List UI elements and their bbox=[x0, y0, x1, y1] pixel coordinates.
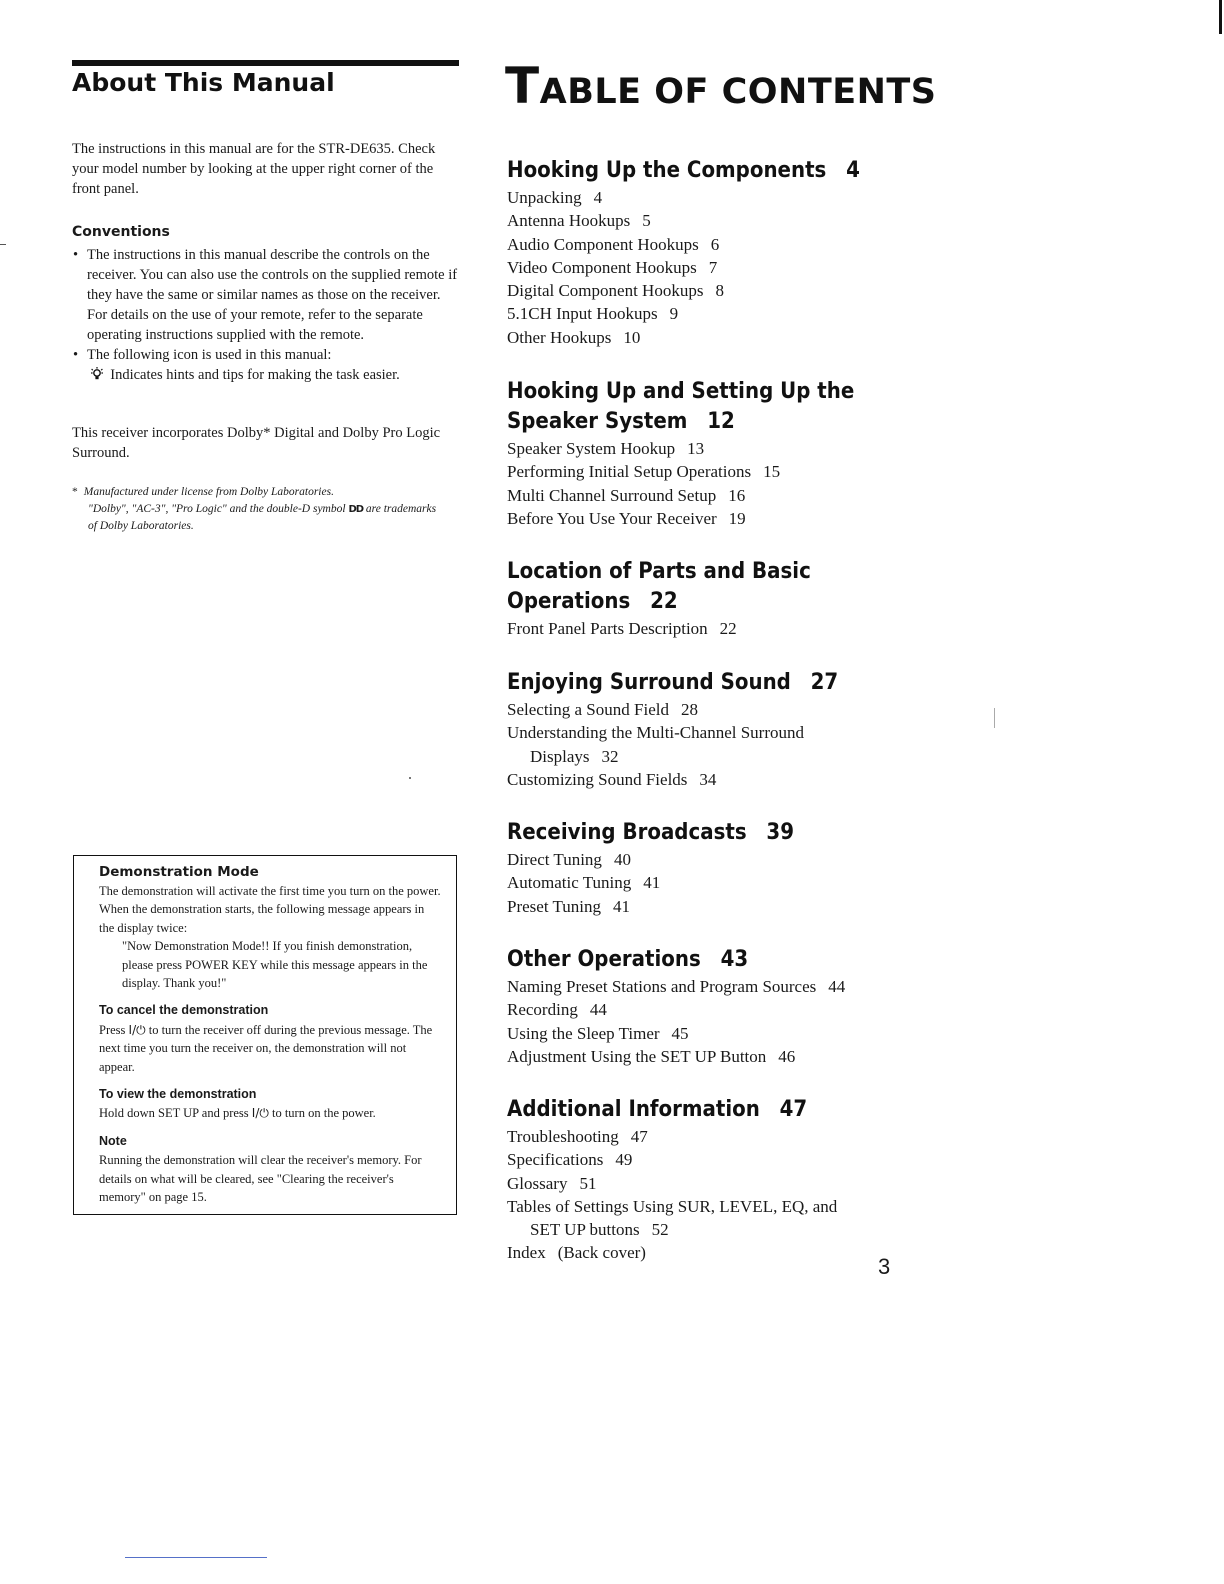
item-label: Recording bbox=[507, 1000, 578, 1020]
toc-item[interactable] bbox=[507, 437, 977, 460]
conventions-heading: Conventions bbox=[72, 224, 170, 240]
tip-text: Indicates hints and tips for making the task easier. bbox=[110, 367, 400, 383]
conventions-text: The following icon is used in this manual: bbox=[87, 347, 332, 363]
item-label: Selecting a Sound Field bbox=[507, 700, 669, 719]
tip-line bbox=[87, 365, 458, 385]
conventions-item bbox=[72, 345, 458, 385]
toc-item[interactable] bbox=[507, 617, 977, 640]
toc-section-title[interactable] bbox=[507, 377, 930, 437]
toc-item[interactable] bbox=[507, 279, 977, 302]
item-label: Index bbox=[507, 1243, 546, 1263]
toc-item[interactable] bbox=[507, 1172, 977, 1195]
dolby-statement: This receiver incorporates Dolby* Digital and Dolby Pro Logic Surround. bbox=[72, 425, 441, 461]
item-page: 7 bbox=[708, 257, 718, 277]
lightbulb-icon bbox=[91, 367, 106, 382]
item-label: Direct Tuning bbox=[507, 850, 602, 869]
toc-item-list bbox=[507, 975, 977, 1068]
conventions-list bbox=[72, 245, 458, 385]
item-label: Using the Sleep Timer bbox=[507, 1023, 660, 1043]
toc-section bbox=[507, 156, 977, 349]
item-label: Digital Component Hookups bbox=[507, 281, 704, 301]
toc-item[interactable] bbox=[507, 256, 977, 279]
toc-item[interactable] bbox=[507, 1148, 977, 1171]
demo-cancel-body bbox=[99, 1021, 442, 1076]
about-intro: The instructions in this manual are for the STR-DE635. Check your model number by looking at the upper right corner of the front panel. bbox=[72, 141, 436, 197]
scan-edge-mark bbox=[1219, 0, 1222, 34]
item-page: 34 bbox=[699, 769, 717, 789]
item-page: 40 bbox=[613, 850, 631, 869]
power-icon: I/⏻ bbox=[128, 1022, 146, 1037]
demonstration-box bbox=[73, 855, 457, 1215]
item-page: 52 bbox=[651, 1220, 669, 1240]
item-label-cont: Displays bbox=[530, 746, 590, 766]
toc-item-list bbox=[507, 698, 977, 791]
section-title-text: Receiving Broadcasts bbox=[507, 820, 747, 845]
dolby-dd-logo: DD bbox=[348, 504, 364, 515]
footnote-star: * bbox=[72, 486, 78, 498]
section-page: 22 bbox=[650, 589, 678, 614]
demo-title: Demonstration Mode bbox=[99, 864, 259, 880]
footnote-line-2 bbox=[72, 501, 444, 535]
toc-section bbox=[507, 1095, 977, 1265]
item-label: Tables of Settings Using SUR, LEVEL, EQ, and bbox=[507, 1196, 838, 1216]
item-page: 51 bbox=[579, 1173, 597, 1193]
demo-view-heading: To view the demonstration bbox=[99, 1087, 257, 1102]
section-rule bbox=[72, 60, 459, 66]
section-page: 47 bbox=[779, 1097, 808, 1122]
toc-item[interactable] bbox=[507, 895, 977, 918]
about-title: About This Manual bbox=[72, 68, 335, 97]
footer-rule bbox=[125, 1557, 267, 1558]
toc-item[interactable] bbox=[507, 1022, 977, 1045]
toc-item-list bbox=[507, 848, 977, 918]
demo-text: to turn the receiver off during the previous message. The next time you turn the receiver on, the demonstration will not appear. bbox=[99, 1022, 433, 1074]
toc-item[interactable] bbox=[507, 975, 977, 998]
demo-text: Press bbox=[99, 1022, 126, 1037]
toc-section bbox=[507, 818, 977, 918]
demo-text: to turn on the power. bbox=[271, 1106, 376, 1121]
section-title-text: Operations bbox=[507, 589, 631, 614]
item-label: Glossary bbox=[507, 1173, 568, 1193]
item-label: Other Hookups bbox=[507, 327, 612, 347]
trademark-footnote bbox=[72, 484, 444, 535]
toc-section-title[interactable] bbox=[507, 818, 930, 848]
scan-speck bbox=[994, 708, 995, 728]
demo-view-body bbox=[99, 1104, 442, 1122]
toc-item[interactable] bbox=[507, 484, 977, 507]
item-label: Multi Channel Surround Setup bbox=[507, 485, 717, 505]
section-page: 43 bbox=[720, 947, 749, 972]
section-title-text: Speaker System bbox=[507, 409, 688, 434]
margin-tick bbox=[0, 244, 6, 245]
item-page: 19 bbox=[728, 508, 746, 528]
section-page: 27 bbox=[810, 670, 839, 695]
section-page: 4 bbox=[846, 158, 860, 183]
footnote-line: Manufactured under license from Dolby Laboratories. bbox=[83, 486, 334, 498]
toc-item[interactable] bbox=[507, 302, 977, 325]
item-label: Troubleshooting bbox=[507, 1127, 619, 1146]
toc-item[interactable] bbox=[507, 1241, 977, 1264]
demo-quote: "Now Demonstration Mode!! If you finish demonstration, please press POWER KEY while this message appears in the display. Thank you!" bbox=[122, 939, 428, 991]
item-page: 6 bbox=[710, 234, 720, 254]
demo-cancel-heading: To cancel the demonstration bbox=[99, 1003, 269, 1018]
item-page: 45 bbox=[671, 1023, 689, 1043]
item-label: Performing Initial Setup Operations bbox=[507, 462, 752, 482]
demo-note-body: Running the demonstration will clear the receiver's memory. For details on what will be cleared, see "Clearing the receiver's memory" on page 15. bbox=[99, 1153, 422, 1205]
item-page: 4 bbox=[593, 188, 603, 207]
toc-item[interactable] bbox=[507, 1195, 977, 1242]
section-title-text: Hooking Up the Components bbox=[507, 158, 827, 183]
toc-section bbox=[507, 557, 977, 640]
toc-title-rest: ABLE OF CONTENTS bbox=[539, 72, 937, 112]
toc-item[interactable] bbox=[507, 186, 977, 209]
toc-item[interactable] bbox=[507, 1045, 977, 1068]
item-page: 44 bbox=[589, 1000, 607, 1020]
conventions-item bbox=[72, 245, 458, 345]
toc-item[interactable] bbox=[507, 848, 977, 871]
toc-item[interactable] bbox=[507, 998, 977, 1021]
toc-item[interactable] bbox=[507, 698, 977, 721]
toc-title-initial: T bbox=[505, 57, 540, 115]
toc-item[interactable] bbox=[507, 460, 977, 483]
item-page: 13 bbox=[687, 439, 705, 458]
toc-item-list bbox=[507, 186, 977, 349]
toc-section-title[interactable] bbox=[507, 156, 930, 186]
item-label-cont: SET UP buttons bbox=[530, 1220, 640, 1240]
power-icon: I/⏻ bbox=[251, 1106, 269, 1121]
item-label: 5.1CH Input Hookups bbox=[507, 304, 658, 324]
item-page: 9 bbox=[669, 304, 679, 324]
item-page: 47 bbox=[630, 1127, 648, 1146]
section-page: 12 bbox=[707, 409, 735, 434]
item-page: 41 bbox=[613, 896, 630, 916]
toc-section-title[interactable] bbox=[507, 668, 930, 698]
toc-item[interactable] bbox=[507, 507, 977, 530]
toc-item[interactable] bbox=[507, 721, 977, 768]
item-label: Adjustment Using the SET UP Button bbox=[507, 1046, 767, 1066]
demo-text: Hold down SET UP and press bbox=[99, 1106, 249, 1121]
scan-speck bbox=[409, 777, 411, 779]
toc-section-title[interactable] bbox=[507, 945, 930, 975]
toc-item[interactable] bbox=[507, 768, 977, 791]
demo-note-heading: Note bbox=[99, 1133, 127, 1148]
toc-item-list bbox=[507, 437, 977, 530]
item-page: 22 bbox=[719, 619, 737, 638]
toc-section bbox=[507, 377, 977, 530]
item-page: 15 bbox=[763, 462, 781, 482]
item-label: Front Panel Parts Description bbox=[507, 619, 708, 638]
item-label: Specifications bbox=[507, 1150, 604, 1170]
item-continuation bbox=[507, 1218, 977, 1241]
item-label: Understanding the Multi-Channel Surround bbox=[507, 723, 804, 743]
item-label: Video Component Hookups bbox=[507, 257, 697, 277]
item-page: 10 bbox=[623, 327, 641, 347]
page-number: 3 bbox=[878, 1254, 891, 1279]
item-page: 46 bbox=[778, 1046, 796, 1066]
footnote-text: "Dolby", "AC-3", "Pro Logic" and the double-D symbol bbox=[88, 503, 346, 515]
toc-section bbox=[507, 668, 977, 791]
toc-item[interactable] bbox=[507, 871, 977, 894]
item-label: Before You Use Your Receiver bbox=[507, 508, 717, 528]
section-title-text: Other Operations bbox=[507, 947, 701, 972]
item-page: 16 bbox=[728, 485, 746, 505]
toc-section-title[interactable] bbox=[507, 1095, 930, 1125]
conventions-text: The instructions in this manual describe the controls on the receiver. You can also use the controls on the supplied remote if they have the same or similar names as those on the receiver. For details on the use of your remote, refer to the separate operating instructions supplied with the remote. bbox=[87, 247, 458, 343]
toc-item[interactable] bbox=[507, 1125, 977, 1148]
toc-section-title[interactable] bbox=[507, 557, 930, 617]
toc-item[interactable] bbox=[507, 209, 977, 232]
footnote-text: are trademarks of Dolby Laboratories. bbox=[88, 503, 437, 532]
item-label: Customizing Sound Fields bbox=[507, 769, 688, 789]
toc-item-list bbox=[507, 1125, 977, 1265]
demo-body: The demonstration will activate the first time you turn on the power. When the demonstration starts, the following message appears in the display twice: bbox=[99, 884, 441, 935]
item-page: 8 bbox=[715, 281, 724, 301]
item-page: 28 bbox=[680, 700, 698, 719]
item-label: Preset Tuning bbox=[507, 896, 601, 916]
item-page: 5 bbox=[642, 211, 651, 231]
section-title-text: Enjoying Surround Sound bbox=[507, 670, 791, 695]
toc-item[interactable] bbox=[507, 326, 977, 349]
item-page: (Back cover) bbox=[557, 1243, 646, 1263]
toc-title bbox=[505, 58, 937, 120]
item-label: Automatic Tuning bbox=[507, 873, 632, 893]
item-label: Unpacking bbox=[507, 188, 582, 207]
item-page: 41 bbox=[643, 873, 661, 893]
item-continuation bbox=[507, 745, 977, 768]
section-title-text: Additional Information bbox=[507, 1097, 760, 1122]
toc-section bbox=[507, 945, 977, 1068]
item-page: 49 bbox=[615, 1150, 633, 1170]
section-title-text: Location of Parts and Basic bbox=[507, 559, 811, 584]
item-label: Audio Component Hookups bbox=[507, 234, 699, 254]
item-label: Naming Preset Stations and Program Sources bbox=[507, 977, 817, 996]
section-page: 39 bbox=[766, 820, 794, 845]
toc-item[interactable] bbox=[507, 233, 977, 256]
item-label: Speaker System Hookup bbox=[507, 439, 676, 458]
section-title-text: Hooking Up and Setting Up the bbox=[507, 379, 855, 404]
item-page: 32 bbox=[601, 746, 619, 766]
item-label: Antenna Hookups bbox=[507, 211, 631, 231]
toc-item-list bbox=[507, 617, 977, 640]
item-page: 44 bbox=[828, 977, 846, 996]
